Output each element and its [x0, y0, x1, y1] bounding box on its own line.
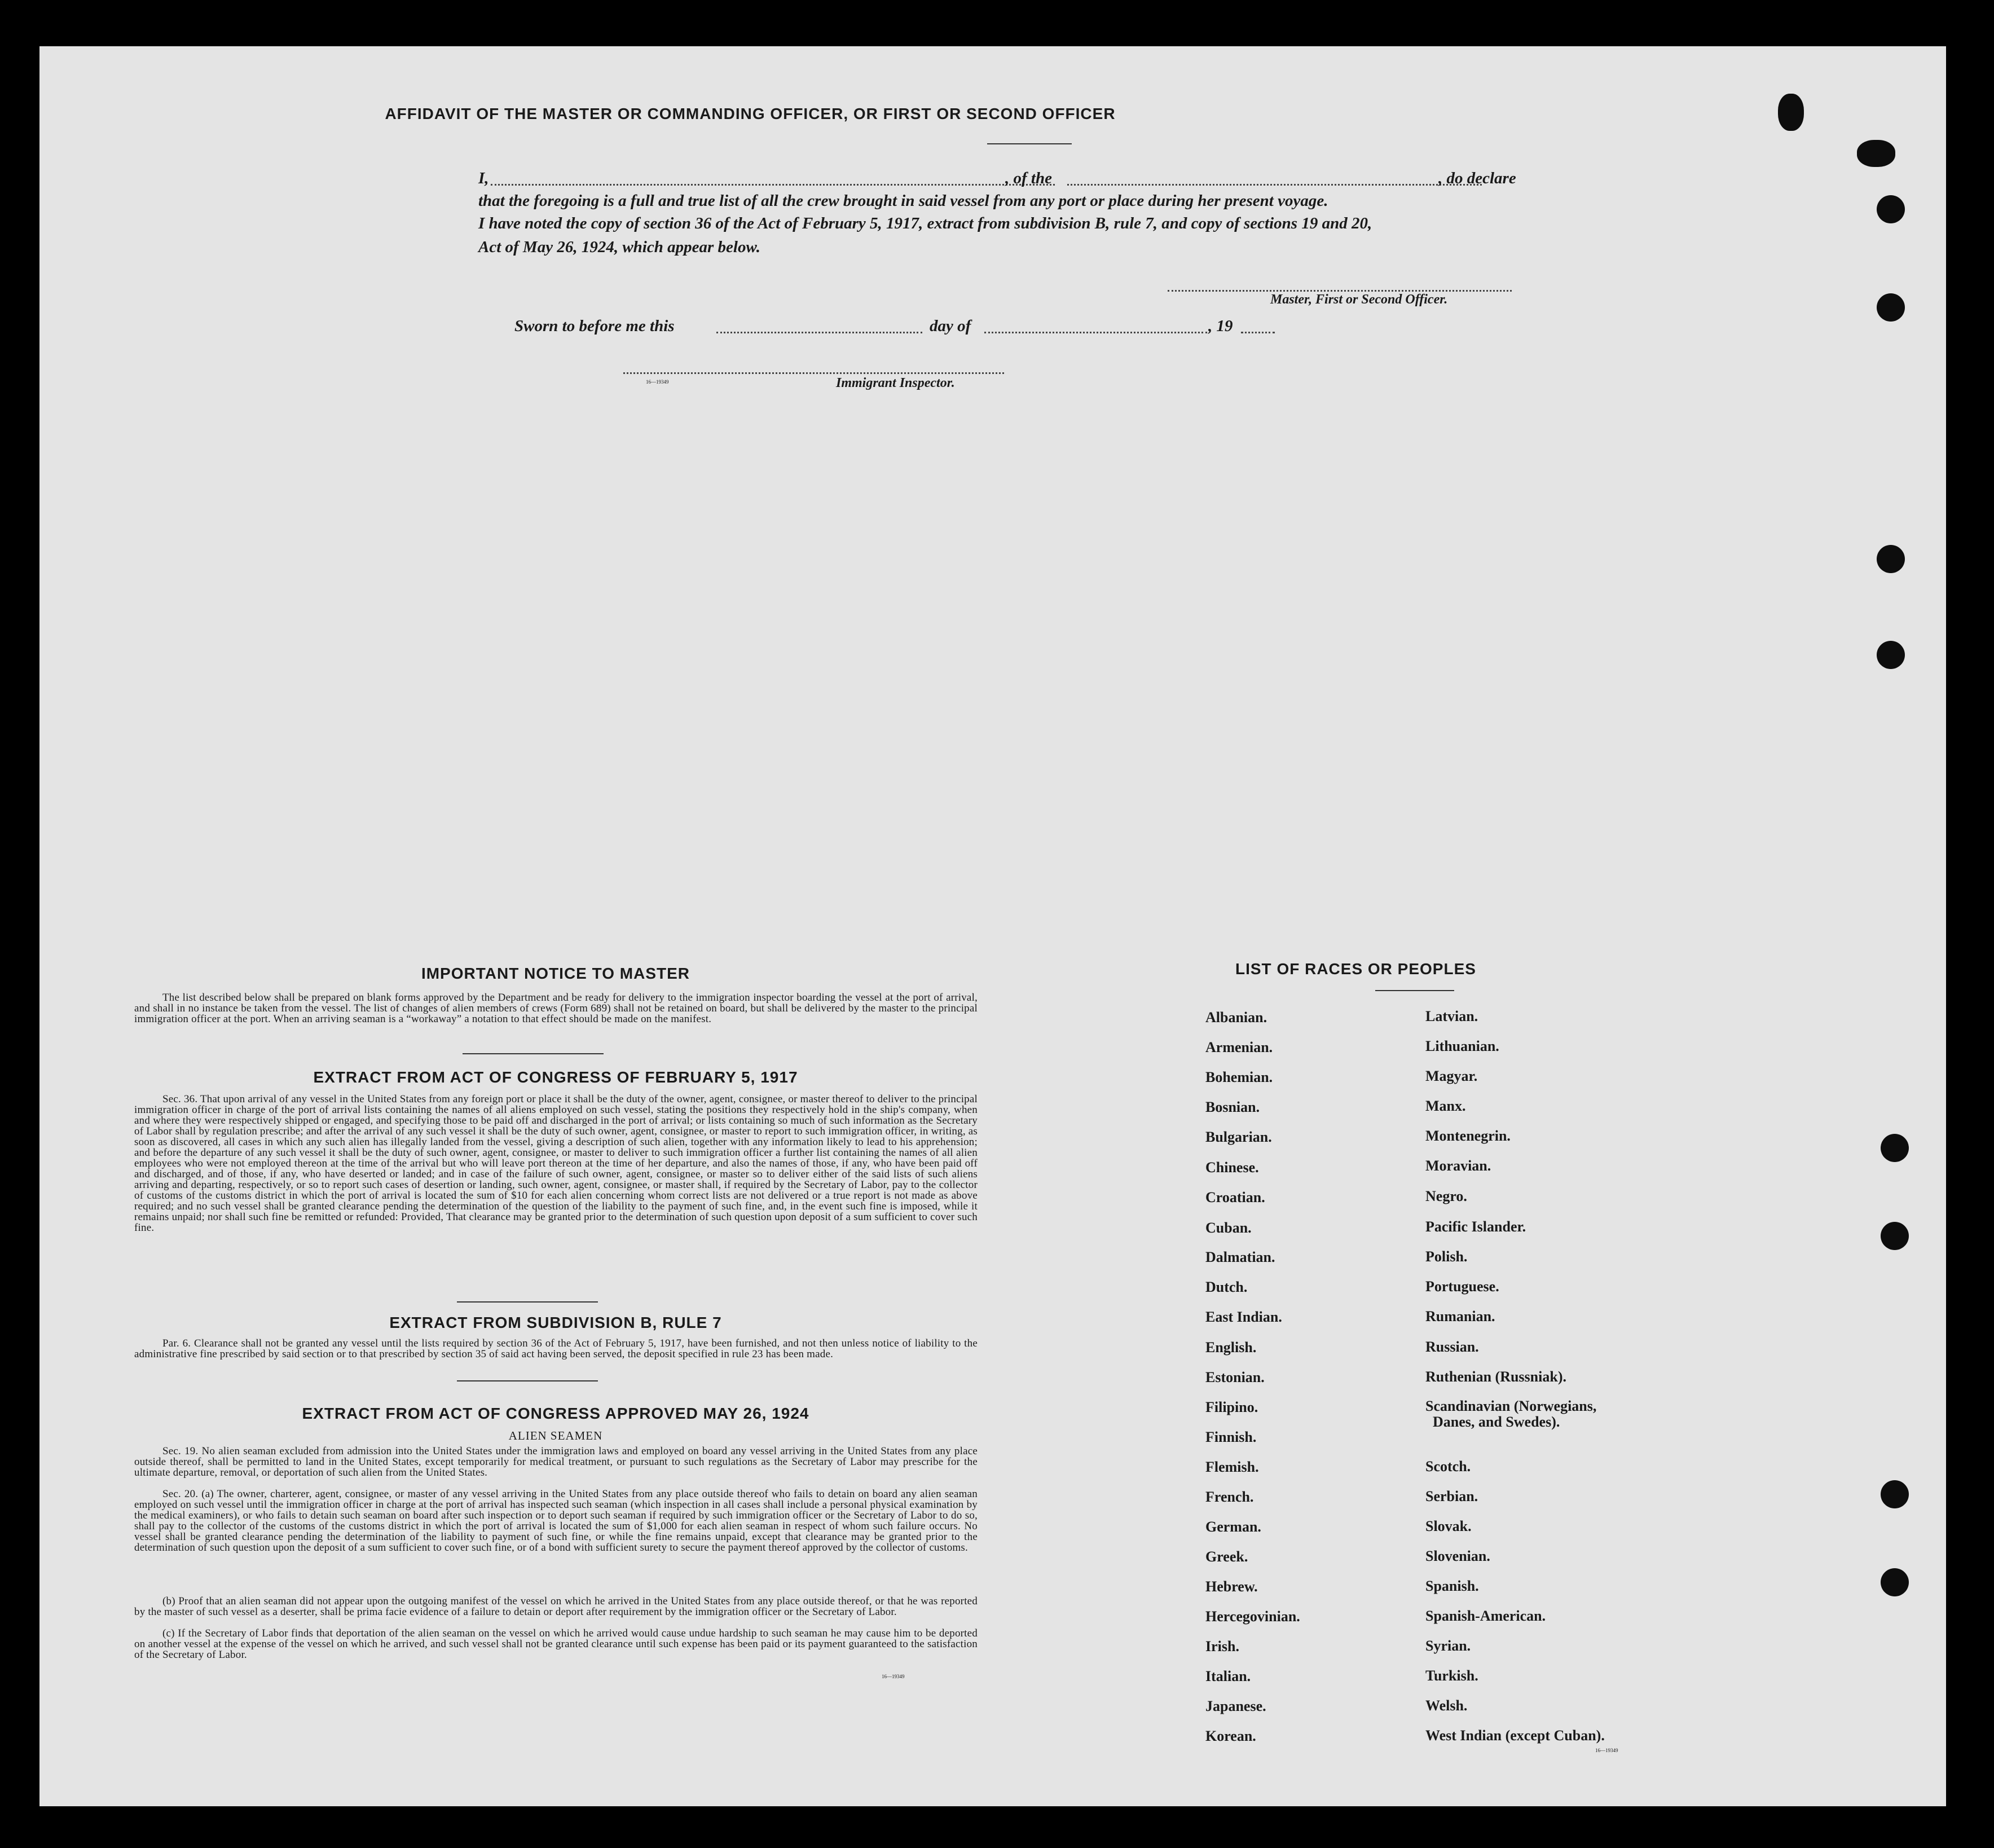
ink-blot [1778, 94, 1804, 131]
race-item: Scandinavian (Norwegians, [1425, 1398, 1597, 1414]
sworn-year-line [1241, 332, 1275, 333]
master-signature-label: Master, First or Second Officer. [1270, 292, 1448, 307]
notice-text: The list described below shall be prepared on blank forms approved by the Department and be ready for delivery to the immigration inspector boarding the vessel at the port of arrival, and shall in no instance be taken from the vessel. The list of changes of alien members of crews (Form 689) shall not be retained on board, but shall be delivered by the master to the principal immigration officer at the port. When an arriving seaman is a “workaway” a notation to that effect should be made on the manifest. [134, 992, 978, 1025]
punch-hole [1881, 1134, 1909, 1162]
race-item: Croatian. [1205, 1189, 1265, 1205]
punch-hole [1877, 195, 1905, 223]
race-item: Greek. [1205, 1548, 1248, 1565]
race-item: Spanish-American. [1425, 1608, 1546, 1624]
race-item: Japanese. [1205, 1698, 1266, 1714]
affidavit-of-the: , of the [1005, 169, 1052, 187]
race-item: Slovak. [1425, 1518, 1472, 1534]
race-item: Dutch. [1205, 1279, 1248, 1295]
sec20c-text: (c) If the Secretary of Labor finds that deportation of the alien seaman on the vessel on which he arrived would cause undue hardship to such seaman he may cause him to be deported on another vessel at the expense of the vessel on which he arrived, and such vessel shall not be granted clearance until such expense has been paid or its payment guaranteed to the satisfaction of the Secretary of Labor. [134, 1627, 978, 1661]
race-item: Lithuanian. [1425, 1038, 1499, 1054]
rule7-rule [457, 1380, 598, 1381]
races-title-rule [1375, 990, 1454, 991]
race-item: Latvian. [1425, 1008, 1478, 1024]
race-item: Cuban. [1205, 1220, 1252, 1236]
race-item: Albanian. [1205, 1009, 1267, 1026]
affidavit-line-4: Act of May 26, 1924, which appear below. [478, 238, 760, 256]
affidavit-title: AFFIDAVIT OF THE MASTER OR COMMANDING OFFICER, OR FIRST OR SECOND OFFICER [385, 105, 1116, 122]
race-item: Chinese. [1205, 1159, 1259, 1176]
race-item: Syrian. [1425, 1638, 1471, 1654]
race-item: Irish. [1205, 1638, 1239, 1655]
ink-blot [1857, 140, 1895, 167]
notice-title: IMPORTANT NOTICE TO MASTER [421, 965, 690, 982]
race-item: Rumanian. [1425, 1308, 1495, 1325]
races-form-number: 16—19349 [1595, 1748, 1618, 1753]
race-item: Slovenian. [1425, 1548, 1490, 1564]
extract-1917-text: Sec. 36. That upon arrival of any vessel in the United States from any foreign port or place it shall be the duty of the owner, agent, consignee, or master thereof to deliver to the principal immigration officer in charge of the port of arrival lists containing the names of all aliens employed on such vessel, stating the positions they respectively hold in the ship's company, when and where they were respectively shipped or engaged, and specifying those to be paid off and discharged in the port of arrival; or lists containing so much of such information as the Secretary of Labor shall by regulation prescribe; and after the arrival of any such vessel it shall be the duty of such owner, agent, consignee, or master to report to such immigration officer, in writing, as soon as discovered, all cases in which any such alien has illegally landed from the vessel, giving a description of such alien, together with any information likely to lead to his apprehension; and before the departure of any such vessel it shall be the duty of such owner, agent, consignee, or master to deliver to such immigration officer a further list containing the names of all alien employees who were not employed thereon at the time of the arrival but who will leave port thereon at the time of her departure, and also the names of those, if any, who have been paid off and discharged, and of those, if any, who have deserted or landed; and in case of the failure of such owner, agent, consignee, or master so to deliver either of the said lists of such aliens arriving and departing, respectively, or so to report such cases of desertion or landing, such owner, agent, consignee, or master shall, if required by the Secretary of Labor, pay to the collector of customs of the customs district in which the port of arrival is located the sum of $10 for each alien concerning whom correct lists are not delivered or a true report is not made as above required; and no such vessel shall be granted clearance pending the determination of the question of the liability to the payment of such fine, and, in the event such fine is imposed, while it remains unpaid; nor shall such fine be remitted or refunded: Provided, That clearance may be granted prior to the determination of such question upon deposit of a sum sufficient to cover such fine. [134, 1093, 978, 1234]
race-item: Dalmatian. [1205, 1249, 1275, 1265]
affidavit-name-line [491, 184, 1055, 186]
races-title: LIST OF RACES OR PEOPLES [1235, 960, 1476, 978]
affidavit-line-3: I have noted the copy of section 36 of the Act of February 5, 1917, extract from subdivision B, rule 7, and copy of sections 19 and 20, [478, 214, 1372, 232]
affidavit-form-number: 16—19349 [646, 379, 669, 385]
race-item: English. [1205, 1339, 1257, 1356]
race-item: French. [1205, 1489, 1254, 1505]
race-item: Manx. [1425, 1098, 1466, 1114]
race-item: Bulgarian. [1205, 1129, 1272, 1145]
race-item: Filipino. [1205, 1399, 1258, 1415]
extract-1917-title: EXTRACT FROM ACT OF CONGRESS OF FEBRUARY 5, 1917 [313, 1068, 798, 1086]
race-item: Ruthenian (Russniak). [1425, 1369, 1566, 1385]
race-item: East Indian. [1205, 1309, 1282, 1325]
race-item: Finnish. [1205, 1429, 1257, 1445]
extract-1917-rule [457, 1301, 598, 1303]
inspector-label: Immigrant Inspector. [836, 376, 955, 390]
race-item: Serbian. [1425, 1488, 1478, 1504]
notice-rule [463, 1053, 604, 1054]
race-item: Hebrew. [1205, 1578, 1258, 1595]
race-item: Bohemian. [1205, 1069, 1273, 1085]
rule7-title: EXTRACT FROM SUBDIVISION B, RULE 7 [389, 1314, 722, 1331]
race-item: Estonian. [1205, 1369, 1265, 1385]
race-item: Turkish. [1425, 1667, 1478, 1684]
master-signature-line [1168, 290, 1512, 292]
punch-hole [1877, 641, 1905, 669]
race-item: Magyar. [1425, 1068, 1478, 1084]
race-item: Scotch. [1425, 1458, 1471, 1475]
race-item: Portuguese. [1425, 1278, 1499, 1295]
punch-hole [1881, 1222, 1909, 1250]
punch-hole [1877, 293, 1905, 322]
race-item: Spanish. [1425, 1578, 1479, 1594]
race-item: Bosnian. [1205, 1099, 1260, 1115]
affidavit-i-label: I, [478, 169, 489, 187]
punch-hole [1877, 545, 1905, 573]
year-label: , 19 [1208, 317, 1233, 335]
race-item: Welsh. [1425, 1697, 1468, 1714]
sec20b-text: (b) Proof that an alien seaman did not appear upon the outgoing manifest of the vessel on which he arrived in the United States from any place outside thereof, or that he was reported by the master of such vessel as a deserter, shall be prima facie evidence of a failure to detain or deport after requirement by the immigration officer or the Secretary of Labor. [134, 1595, 978, 1618]
sec19-text: Sec. 19. No alien seaman excluded from admission into the United States under the immigration laws and employed on board any vessel arriving in the United States from any place outside thereof, shall be permitted to land in the United States, except temporarily for medical treatment, or pursuant to such regulations as the Secretary of Labor may prescribe for the ultimate departure, removal, or deportation of such alien from the United States. [134, 1445, 978, 1479]
extract-1924-subtitle: ALIEN SEAMEN [508, 1429, 603, 1442]
race-item: Armenian. [1205, 1039, 1273, 1055]
inspector-signature-line [623, 372, 1004, 374]
race-item: West Indian (except Cuban). [1425, 1727, 1605, 1744]
sec20a-text: Sec. 20. (a) The owner, charterer, agent, consignee, or master of any vessel arriving in the United States from any place outside thereof who fails to detain on board any alien seaman employed on such vessel until the immigration officer in charge at the port of arrival has inspected such seaman (which inspection in all cases shall include a personal physical examination by the medical examiners), or who fails to detain such seaman on board after such inspection or to deport such seaman if required by such immigration officer or the Secretary of Labor to do so, shall pay to the collector of the customs of the customs district in which the port of arrival is located the sum of $1,000 for each alien seaman in respect of whom such failure occurs. No vessel shall be granted clearance pending the determination of the liability to payment of such fine, or while the fine remains unpaid, except that clearance may be granted prior to the determination of such question upon the deposit of a sum sufficient to cover such fine, or of a bond with sufficient surety to secure the payment thereof approved by the collector of customs. [134, 1488, 978, 1554]
punch-hole [1881, 1480, 1909, 1508]
race-item: Flemish. [1205, 1459, 1259, 1475]
race-item: German. [1205, 1519, 1261, 1535]
race-item: Moravian. [1425, 1158, 1491, 1174]
race-item: Polish. [1425, 1248, 1468, 1265]
extract-form-number: 16—19349 [882, 1674, 905, 1679]
sworn-month-line [984, 332, 1207, 333]
race-item: Russian. [1425, 1339, 1479, 1355]
rule7-text: Par. 6. Clearance shall not be granted any vessel until the lists required by section 36 of the Act of February 5, 1917, have been furnished, and not then unless notice of liability to the administrative fine prescribed by said section or to that prescribed by section 35 of said act having been served, the deposit specified in rule 23 has been made. [134, 1337, 978, 1360]
race-item: Negro. [1425, 1188, 1467, 1204]
race-item: Hercegovinian. [1205, 1608, 1300, 1625]
punch-hole [1881, 1568, 1909, 1596]
race-item: Korean. [1205, 1728, 1256, 1744]
affidavit-do-declare: , do declare [1438, 169, 1516, 187]
race-item: Pacific Islander. [1425, 1218, 1526, 1235]
race-item: Montenegrin. [1425, 1128, 1511, 1144]
sworn-date-line [716, 332, 922, 333]
document-sheet [39, 46, 1946, 1806]
affidavit-line-2: that the foregoing is a full and true list of all the crew brought in said vessel from any port or place during her present voyage. [478, 192, 1328, 210]
day-of-label: day of [930, 317, 971, 335]
affidavit-vessel-line [1067, 184, 1482, 186]
extract-1924-title: EXTRACT FROM ACT OF CONGRESS APPROVED MAY 26, 1924 [302, 1405, 809, 1422]
race-item: Danes, and Swedes). [1433, 1414, 1560, 1430]
race-item: Italian. [1205, 1668, 1251, 1684]
sworn-label: Sworn to before me this [514, 317, 675, 335]
affidavit-title-rule [987, 143, 1072, 144]
